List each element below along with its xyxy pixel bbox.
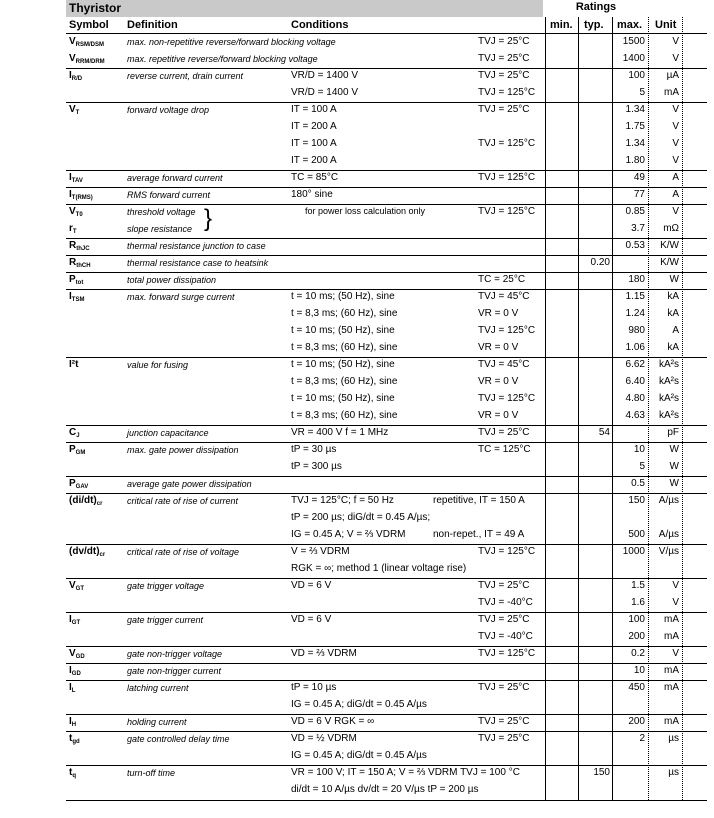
row-divider: [66, 272, 707, 273]
unit-cell: V: [672, 121, 679, 132]
unit-cell: kA²s: [659, 393, 679, 404]
symbol-subscript: T: [75, 110, 80, 116]
row-divider: [66, 476, 707, 477]
temperature-condition-cell: TVJ = 25°C: [478, 104, 530, 115]
temperature-condition-cell: TVJ = 25°C: [478, 427, 530, 438]
unit-cell: W: [669, 274, 679, 285]
max-value-cell: 3.7: [631, 223, 645, 234]
max-value-cell: 1.06: [625, 342, 645, 353]
condition-cell: V = ⅔ VDRM: [291, 546, 350, 557]
unit-cell: kA: [667, 308, 679, 319]
condition-cell: VR = 100 V; IT = 150 A; V = ⅔ VDRM TVJ = 100 °C: [291, 767, 520, 778]
definition-cell: critical rate of rise of current: [127, 496, 239, 506]
symbol-cell: $R_{thJC}$: [69, 240, 90, 252]
definition-cell: value for fusing: [127, 360, 189, 370]
unit-cell: V: [672, 206, 679, 217]
max-value-cell: 1.15: [625, 291, 645, 302]
column-divider-max: [612, 17, 613, 800]
unit-cell: µs: [668, 767, 679, 778]
unit-cell: pF: [667, 427, 679, 438]
unit-cell: V: [672, 597, 679, 608]
row-divider: [66, 102, 707, 103]
condition-cell: t = 10 ms; (50 Hz), sine: [291, 291, 395, 302]
symbol-subscript: GT: [75, 586, 85, 592]
unit-cell: V: [672, 53, 679, 64]
unit-cell: kA²s: [659, 376, 679, 387]
max-value-cell: 1500: [622, 36, 645, 47]
column-divider-unit-dotted: [682, 17, 683, 800]
row-divider: [66, 765, 707, 766]
unit-cell: V/µs: [658, 546, 679, 557]
column-header-symbol: Symbol: [69, 19, 109, 31]
symbol-cell: $I_L$: [69, 682, 76, 694]
condition-cell: tP = 10 µs: [291, 682, 337, 693]
max-value-cell: 1.75: [625, 121, 645, 132]
condition-cell: di/dt = 10 A/µs dv/dt = 20 V/µs tP = 200 µs: [291, 784, 479, 795]
unit-cell: A/µs: [658, 529, 679, 540]
unit-cell: K/W: [660, 257, 679, 268]
condition-cell: VD = 6 V: [291, 614, 332, 625]
definition-cell: threshold voltage: [127, 207, 196, 217]
condition-cell: RGK = ∞; method 1 (linear voltage rise): [291, 563, 467, 574]
unit-cell: V: [672, 580, 679, 591]
row-divider: [66, 442, 707, 443]
temperature-condition-cell: TVJ = 125°C: [478, 87, 536, 98]
symbol-cell: $V_{T0}$: [69, 206, 83, 218]
condition-cell-secondary: repetitive, IT = 150 A: [433, 495, 525, 506]
definition-cell: total power dissipation: [127, 275, 217, 285]
unit-cell: µA: [666, 70, 679, 81]
symbol-cell: $I_{T(RMS)}$: [69, 189, 93, 201]
unit-cell: kA²s: [659, 359, 679, 370]
condition-cell-secondary: non-repet., IT = 49 A: [433, 529, 525, 540]
max-value-cell: 0.85: [625, 206, 645, 217]
symbol-subscript: T(RMS): [71, 195, 93, 201]
condition-cell: VD = 6 V RGK = ∞: [291, 716, 375, 727]
condition-cell: IT = 100 A: [291, 138, 337, 149]
condition-cell: IG = 0.45 A; diG/dt = 0.45 A/µs: [291, 699, 427, 710]
symbol-subscript: GT: [71, 620, 81, 626]
row-divider: [66, 425, 707, 426]
typ-value-cell: 54: [598, 427, 610, 438]
temperature-condition-cell: TVJ = 125°C: [478, 393, 536, 404]
row-divider: [66, 544, 707, 545]
definition-cell: reverse current, drain current: [127, 71, 244, 81]
row-divider: [66, 170, 707, 171]
row-divider: [66, 578, 707, 579]
definition-cell: max. non-repetitive reverse/forward blocking voltage: [127, 37, 336, 47]
definition-cell: gate controlled delay time: [127, 734, 230, 744]
symbol-subscript: R/D: [71, 76, 83, 82]
temperature-condition-cell: TVJ = -40°C: [478, 631, 533, 642]
symbol-cell: $t_q$: [69, 767, 77, 779]
max-value-cell: 1400: [622, 53, 645, 64]
condition-cell: t = 10 ms; (50 Hz), sine: [291, 359, 395, 370]
symbol-cell: $P_{GM}$: [69, 444, 86, 456]
temperature-condition-cell: TVJ = 125°C: [478, 138, 536, 149]
temperature-condition-cell: TVJ = 25°C: [478, 733, 530, 744]
unit-cell: A: [672, 325, 679, 336]
temperature-condition-cell: TVJ = -40°C: [478, 597, 533, 608]
max-value-cell: 1.5: [631, 580, 645, 591]
row-divider: [66, 68, 707, 69]
symbol-subscript: J: [76, 433, 80, 439]
title-bar: [66, 0, 543, 17]
condition-cell: VD = ⅔ VDRM: [291, 648, 357, 659]
temperature-condition-cell: TVJ = 125°C: [478, 325, 536, 336]
definition-cell: junction capacitance: [127, 428, 209, 438]
condition-cell: TC = 85°C: [291, 172, 339, 183]
row-divider: [66, 204, 707, 205]
definition-cell: critical rate of rise of voltage: [127, 547, 240, 557]
max-value-cell: 4.63: [625, 410, 645, 421]
condition-cell: VR/D = 1400 V: [291, 87, 358, 98]
temperature-condition-cell: TVJ = 125°C: [478, 546, 536, 557]
max-value-cell: 2: [639, 733, 645, 744]
temperature-condition-cell: VR = 0 V: [478, 308, 519, 319]
symbol-subscript: L: [71, 688, 76, 694]
max-value-cell: 1.34: [625, 104, 645, 115]
max-value-cell: 1.24: [625, 308, 645, 319]
max-value-cell: 100: [628, 614, 645, 625]
unit-cell: W: [669, 461, 679, 472]
column-header-unit: Unit: [655, 19, 677, 31]
max-value-cell: 200: [628, 716, 645, 727]
definition-cell: average gate power dissipation: [127, 479, 252, 489]
definition-cell: latching current: [127, 683, 189, 693]
max-value-cell: 1.34: [625, 138, 645, 149]
symbol-cell: $V_{RRM/DRM}$: [69, 53, 105, 65]
unit-cell: A: [672, 172, 679, 183]
max-value-cell: 150: [628, 495, 645, 506]
condition-cell: tP = 200 µs; diG/dt = 0.45 A/µs;: [291, 512, 431, 523]
max-value-cell: 200: [628, 631, 645, 642]
symbol-cell: $C_J$: [69, 427, 80, 439]
definition-cell: RMS forward current: [127, 190, 211, 200]
symbol-subscript: cr: [99, 552, 106, 558]
condition-cell: 180° sine: [291, 189, 333, 200]
symbol-subscript: GD: [71, 671, 81, 677]
symbol-cell: $I_{GT}$: [69, 614, 81, 626]
unit-cell: mA: [664, 682, 679, 693]
symbol-subscript: thCH: [76, 263, 91, 269]
max-value-cell: 0.2: [631, 648, 645, 659]
table-title: Thyristor: [69, 1, 122, 15]
definition-cell: gate non-trigger current: [127, 666, 222, 676]
unit-cell: mA: [664, 614, 679, 625]
row-divider: [66, 289, 707, 290]
definition-cell: max. forward surge current: [127, 292, 235, 302]
temperature-condition-cell: TVJ = 25°C: [478, 53, 530, 64]
definition-cell: gate non-trigger voltage: [127, 649, 223, 659]
max-value-cell: 0.5: [631, 478, 645, 489]
condition-cell: VD = 6 V: [291, 580, 332, 591]
symbol-cell: I²t: [69, 359, 79, 370]
temperature-condition-cell: VR = 0 V: [478, 342, 519, 353]
ratings-heading: Ratings: [575, 1, 617, 13]
temperature-condition-cell: TVJ = 25°C: [478, 580, 530, 591]
row-divider: [66, 731, 707, 732]
condition-cell: tP = 300 µs: [291, 461, 342, 472]
definition-cell: max. gate power dissipation: [127, 445, 239, 455]
symbol-cell: $I_H$: [69, 716, 77, 728]
row-divider: [66, 255, 707, 256]
temperature-condition-cell: TVJ = 25°C: [478, 70, 530, 81]
row-divider: [66, 612, 707, 613]
column-header-max: max.: [617, 19, 643, 31]
condition-cell: VR = 400 V f = 1 MHz: [291, 427, 389, 438]
symbol-cell: $P_{tot}$: [69, 274, 84, 286]
condition-cell: t = 8,3 ms; (60 Hz), sine: [291, 308, 398, 319]
unit-cell: mA: [664, 631, 679, 642]
symbol-cell: $I_{TSM}$: [69, 291, 85, 303]
typ-value-cell: 150: [593, 767, 610, 778]
condition-cell: t = 8,3 ms; (60 Hz), sine: [291, 376, 398, 387]
unit-cell: W: [669, 444, 679, 455]
max-value-cell: 1.80: [625, 155, 645, 166]
max-value-cell: 100: [628, 70, 645, 81]
row-divider: [66, 663, 707, 664]
symbol-subscript: H: [71, 722, 77, 728]
condition-cell: VR/D = 1400 V: [291, 70, 358, 81]
header-divider: [66, 33, 707, 34]
definition-cell: gate trigger current: [127, 615, 204, 625]
condition-cell: t = 8,3 ms; (60 Hz), sine: [291, 342, 398, 353]
max-value-cell: 5: [639, 461, 645, 472]
unit-cell: kA²s: [659, 410, 679, 421]
condition-cell: t = 10 ms; (50 Hz), sine: [291, 325, 395, 336]
column-header-definition: Definition: [127, 19, 178, 31]
symbol-cell: $R_{thCH}$: [69, 257, 91, 269]
row-divider: [66, 714, 707, 715]
temperature-condition-cell: TVJ = 45°C: [478, 359, 530, 370]
unit-cell: mA: [664, 665, 679, 676]
temperature-condition-cell: TVJ = 25°C: [478, 716, 530, 727]
unit-cell: V: [672, 36, 679, 47]
column-header-typ: typ.: [584, 19, 604, 31]
condition-cell: t = 8,3 ms; (60 Hz), sine: [291, 410, 398, 421]
row-divider: [66, 646, 707, 647]
unit-cell: V: [672, 138, 679, 149]
temperature-condition-cell: TC = 125°C: [478, 444, 531, 455]
max-value-cell: 4.80: [625, 393, 645, 404]
symbol-subscript: T: [72, 229, 77, 235]
symbol-subscript: TSM: [71, 297, 85, 303]
condition-cell: tP = 30 µs: [291, 444, 337, 455]
symbol-cell: $(dv/dt)_{cr}$: [69, 546, 106, 558]
unit-cell: kA: [667, 342, 679, 353]
max-value-cell: 49: [633, 172, 645, 183]
symbol-cell: $(di/dt)_{cr}$: [69, 495, 103, 507]
max-value-cell: 450: [628, 682, 645, 693]
symbol-subscript: thJC: [76, 246, 90, 252]
definition-cell: slope resistance: [127, 224, 193, 234]
definition-cell: forward voltage drop: [127, 105, 210, 115]
symbol-cell: $r_T$: [69, 223, 77, 235]
temperature-condition-cell: TC = 25°C: [478, 274, 526, 285]
symbol-subscript: RSM/DSM: [75, 42, 105, 48]
symbol-subscript: RRM/DRM: [75, 59, 105, 65]
symbol-subscript: tot: [75, 280, 84, 286]
temperature-condition-cell: VR = 0 V: [478, 410, 519, 421]
symbol-cell: $I_{R/D}$: [69, 70, 83, 82]
row-divider: [66, 187, 707, 188]
unit-cell: V: [672, 648, 679, 659]
max-value-cell: 5: [639, 87, 645, 98]
condition-cell: IT = 200 A: [291, 121, 337, 132]
condition-cell: for power loss calculation only: [305, 206, 426, 216]
unit-cell: K/W: [660, 240, 679, 251]
temperature-condition-cell: VR = 0 V: [478, 376, 519, 387]
symbol-cell: $V_{RSM/DSM}$: [69, 36, 105, 48]
symbol-cell: $V_{GT}$: [69, 580, 85, 592]
column-header-conditions: Conditions: [291, 19, 349, 31]
definition-cell: gate trigger voltage: [127, 581, 205, 591]
definition-cell: turn-off time: [127, 768, 176, 778]
condition-cell: IG = 0.45 A; V = ⅔ VDRM: [291, 529, 406, 540]
unit-cell: V: [672, 104, 679, 115]
max-value-cell: 1.6: [631, 597, 645, 608]
typ-value-cell: 0.20: [590, 257, 610, 268]
condition-cell: IG = 0.45 A; diG/dt = 0.45 A/µs: [291, 750, 427, 761]
unit-cell: mA: [664, 716, 679, 727]
definition-cell: average forward current: [127, 173, 223, 183]
symbol-subscript: q: [72, 773, 77, 779]
symbol-cell: $V_T$: [69, 104, 80, 116]
symbol-cell: $I_{GD}$: [69, 665, 81, 677]
condition-cell: t = 10 ms; (50 Hz), sine: [291, 393, 395, 404]
unit-cell: V: [672, 155, 679, 166]
unit-cell: mΩ: [663, 223, 679, 234]
unit-cell: W: [669, 478, 679, 489]
max-value-cell: 77: [633, 189, 645, 200]
unit-cell: A: [672, 189, 679, 200]
row-divider: [66, 357, 707, 358]
table-bottom-border: [66, 800, 707, 801]
definition-cell: max. repetitive reverse/forward blocking voltage: [127, 54, 318, 64]
temperature-condition-cell: TVJ = 125°C: [478, 648, 536, 659]
temperature-condition-cell: TVJ = 25°C: [478, 682, 530, 693]
condition-cell: IT = 100 A: [291, 104, 337, 115]
definition-cell: thermal resistance junction to case: [127, 241, 266, 251]
symbol-subscript: GM: [75, 450, 86, 456]
symbol-subscript: cr: [96, 501, 103, 507]
symbol-cell: $I_{TAV}$: [69, 172, 83, 184]
temperature-condition-cell: TVJ = 25°C: [478, 614, 530, 625]
row-divider: [66, 680, 707, 681]
max-value-cell: 180: [628, 274, 645, 285]
max-value-cell: 0.53: [625, 240, 645, 251]
symbol-subscript: T0: [75, 212, 83, 218]
unit-cell: µs: [668, 733, 679, 744]
condition-cell: VD = ½ VDRM: [291, 733, 357, 744]
max-value-cell: 10: [633, 665, 645, 676]
max-value-cell: 6.40: [625, 376, 645, 387]
unit-cell: kA: [667, 291, 679, 302]
symbol-subscript: TAV: [71, 178, 83, 184]
column-divider-typ: [578, 17, 579, 800]
max-value-cell: 980: [628, 325, 645, 336]
column-header-min: min.: [550, 19, 573, 31]
column-divider-min: [545, 17, 546, 800]
symbol-cell: $P_{GAV}$: [69, 478, 89, 490]
column-divider-max-dotted: [648, 17, 649, 800]
unit-cell: mA: [664, 87, 679, 98]
max-value-cell: 10: [633, 444, 645, 455]
temperature-condition-cell: TVJ = 125°C: [478, 172, 536, 183]
max-value-cell: 500: [628, 529, 645, 540]
temperature-condition-cell: TVJ = 125°C: [478, 206, 536, 217]
symbol-cell: $t_{gd}$: [69, 733, 80, 745]
definition-cell: thermal resistance case to heatsink: [127, 258, 269, 268]
condition-cell: IT = 200 A: [291, 155, 337, 166]
symbol-cell: $V_{GD}$: [69, 648, 85, 660]
max-value-cell: 1000: [622, 546, 645, 557]
brace-symbol: }: [204, 205, 213, 232]
temperature-condition-cell: TVJ = 45°C: [478, 291, 530, 302]
symbol-subscript: gd: [72, 739, 80, 745]
symbol-subscript: GD: [75, 654, 85, 660]
condition-cell: TVJ = 125°C; f = 50 Hz: [291, 495, 394, 506]
max-value-cell: 6.62: [625, 359, 645, 370]
unit-cell: A/µs: [658, 495, 679, 506]
temperature-condition-cell: TVJ = 25°C: [478, 36, 530, 47]
row-divider: [66, 493, 707, 494]
symbol-subscript: GAV: [75, 484, 89, 490]
definition-cell: holding current: [127, 717, 187, 727]
row-divider: [66, 238, 707, 239]
